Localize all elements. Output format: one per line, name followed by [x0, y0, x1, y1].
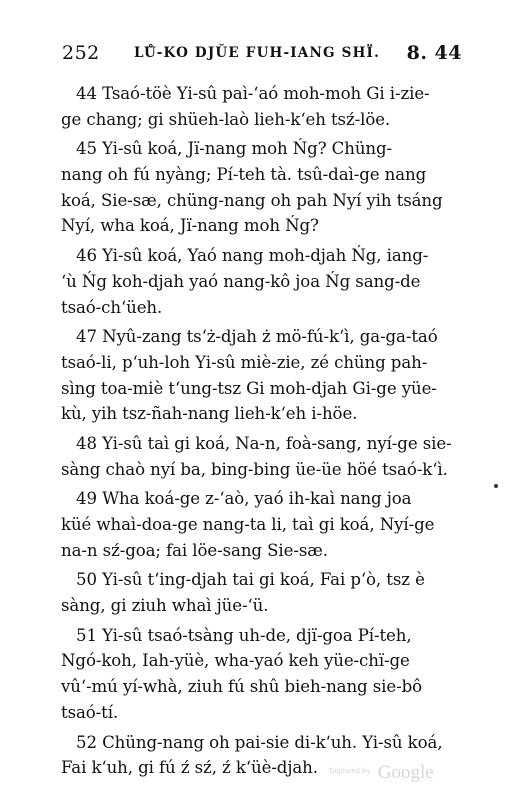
watermark-prefix: Digitized by	[329, 767, 371, 775]
verse-line: 47 Nyû-zang ts‘ż-djah ż mö-fú-k‘ì, ga-ga-taó	[76, 327, 438, 347]
verse-line: na-n sź-goa; fai löe-sang Sie-sæ.	[61, 540, 328, 560]
verse-line: Fai k‘uh, gi fú ź sź, ź k‘üè-djah.	[61, 758, 318, 778]
verse-line: Ngó-koh, Iah-yüè, wha-yaó keh yüe-chï-ge	[61, 651, 410, 671]
verse-line: 50 Yi-sû t‘ing-djah tai gi koá, Fai p‘ò, tsz è	[76, 570, 425, 590]
verse-line: sìng toa-miè t‘ung-tsz Gi moh-djah Gi-ge yüe-	[61, 378, 437, 398]
verse-line: küé whaì-doa-ge nang-ta li, taì gi koá, Nyí-ge	[61, 515, 435, 534]
digitized-watermark	[329, 762, 434, 784]
verse-line: 44 Tsaó-töè Yi-sû paì-‘aó moh-moh Gi i-zie-	[76, 84, 430, 103]
verse-text	[61, 81, 465, 781]
verse-line: koá, Sie-sæ, chüng-nang oh pah Nyí yih tsáng	[61, 190, 443, 210]
verse-line: 49 Wha koá-ge z-‘aò, yaó ih-kaì nang joa	[76, 489, 412, 509]
verse-line: 51 Yi-sû tsaó-tsàng uh-de, djï-goa Pí-teh,	[76, 625, 412, 645]
verse-line: 52 Chüng-nang oh pai-sie di-k‘uh. Yi-sû koá,	[76, 732, 443, 752]
watermark-brand: Google	[377, 762, 434, 783]
verse-line: tsaó-tí.	[61, 702, 119, 722]
verse-line: tsaó-ch‘üeh.	[61, 297, 163, 317]
ink-speck	[494, 484, 498, 488]
verse-line: vû‘-mú yí-whà, ziuh fú shû bieh-nang sie-bô	[61, 677, 422, 697]
page-header	[62, 42, 462, 66]
verse-line: sàng, gi ziuh whaì jüe-‘ü.	[61, 596, 269, 616]
verse-line: Nyí, wha koá, Jï-nang moh Ńg?	[61, 216, 319, 236]
verse-line: tsaó-li, p‘uh-loh Yi-sû miè-zie, zé chüng pah-	[61, 352, 428, 372]
running-title: LŮ-KO DJŬE FUH-IANG SHÏ.	[134, 45, 380, 61]
verse-line: nang oh fú nyàng; Pí-teh tà. tsû-daì-ge nang	[61, 165, 427, 185]
verse-line: 48 Yi-sû taì gi koá, Na-n, foà-sang, nyí-ge sie-	[76, 433, 452, 453]
verse-line: 45 Yi-sû koá, Jï-nang moh Ńg? Chüng-	[76, 139, 393, 159]
verse-line: kù, yih tsz-ñah-nang lieh-k‘eh i-höe.	[61, 404, 358, 424]
verse-line: sàng chaò nyí ba, bing-bing üe-üe höé tsaó-k‘ì.	[61, 459, 448, 479]
chapter-verse-ref: 8. 44	[406, 42, 462, 64]
verse-line: ‘ù Ńg koh-djah yaó nang-kô joa Ńg sang-de	[61, 271, 421, 291]
verse-line: ge chang; gi shüeh-laò lieh-k‘eh tsź-löe.	[61, 109, 391, 129]
verse-line: 46 Yi-sû koá, Yaó nang moh-djah Ńg, iang-	[76, 246, 429, 266]
page-number: 252	[62, 42, 100, 64]
